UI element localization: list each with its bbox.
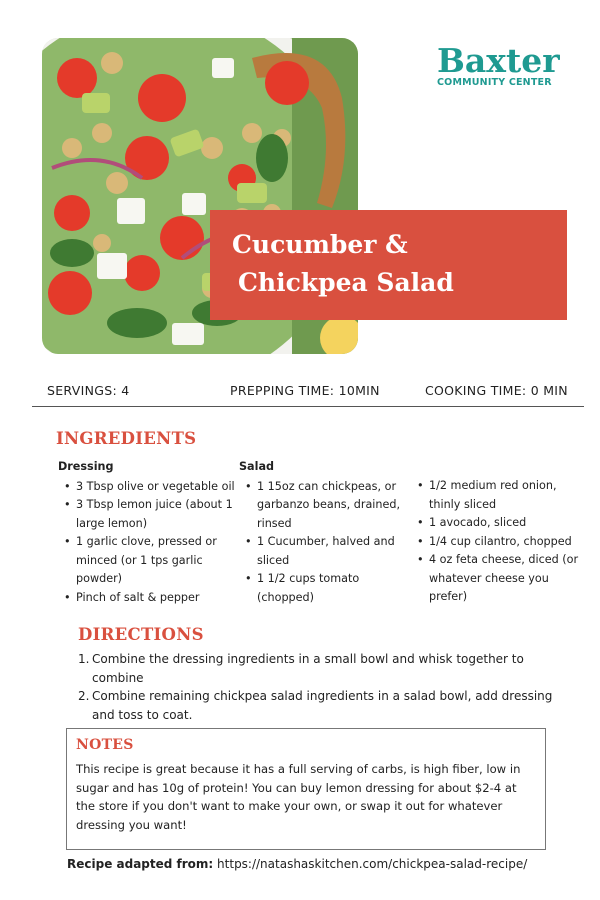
list-item: • 1 Cucumber, halved and sliced xyxy=(239,533,417,570)
step-text: Combine the dressing ingredients in a small bowl and whisk together to combine xyxy=(92,652,524,685)
cook-time: COOKING TIME: 0 MIN xyxy=(425,383,568,398)
list-item: • 4 oz feta cheese, diced (or whatever cheese you prefer) xyxy=(411,551,586,607)
step-text: Combine remaining chickpea salad ingredients in a salad bowl, add dressing and toss to coat. xyxy=(92,689,553,722)
recipe-title-banner xyxy=(210,210,567,320)
logo-name: Baxter xyxy=(437,41,560,80)
salad-list xyxy=(239,478,417,608)
recipe-title-line-2: Chickpea Salad xyxy=(238,268,454,297)
source-label: Recipe adapted from: xyxy=(67,857,214,871)
salad-heading: Salad xyxy=(239,460,274,473)
list-item: • 1 15oz can chickpeas, or garbanzo beans, drained, rinsed xyxy=(239,478,417,534)
step-number: 2. xyxy=(78,689,90,703)
list-item: • 1/4 cup cilantro, chopped xyxy=(411,533,586,552)
source-link[interactable]: https://natashaskitchen.com/chickpea-salad-recipe/ xyxy=(217,857,528,871)
notes-box xyxy=(66,728,546,850)
dressing-column xyxy=(58,458,236,607)
list-item: • Pinch of salt & pepper xyxy=(58,589,236,608)
recipe-meta-row xyxy=(0,383,600,401)
list-item: • 1 avocado, sliced xyxy=(411,514,586,533)
logo-subtitle: COMMUNITY CENTER xyxy=(437,77,552,88)
directions-heading: DIRECTIONS xyxy=(78,625,204,644)
step-number: 1. xyxy=(78,652,90,666)
salad-column-continued xyxy=(411,477,586,607)
ingredients-heading: INGREDIENTS xyxy=(56,429,197,448)
servings: SERVINGS: 4 xyxy=(47,383,130,398)
divider xyxy=(32,406,584,407)
prep-time: PREPPING TIME: 10MIN xyxy=(230,383,380,398)
dressing-heading: Dressing xyxy=(58,460,114,473)
list-item xyxy=(78,687,558,724)
recipe-source xyxy=(67,857,527,871)
list-item: • 1 garlic clove, pressed or minced (or 1 tps garlic powder) xyxy=(58,533,236,589)
directions-list xyxy=(78,650,558,724)
recipe-title-line-1: Cucumber & xyxy=(232,230,408,259)
salad-column xyxy=(239,458,417,607)
salad-list-continued xyxy=(411,477,586,607)
list-item: • 1 1/2 cups tomato (chopped) xyxy=(239,570,417,607)
dressing-list xyxy=(58,478,236,608)
list-item xyxy=(78,650,558,687)
notes-heading: NOTES xyxy=(76,737,134,753)
list-item: • 3 Tbsp olive or vegetable oil xyxy=(58,478,236,497)
list-item: • 1/2 medium red onion, thinly sliced xyxy=(411,477,586,514)
notes-text: This recipe is great because it has a full serving of carbs, is high fiber, low in sugar and has 10g of protein! You can buy lemon dressing for about $2-4 at the store if you don't want to make your own, or swap it out for whatever dressing you want! xyxy=(76,762,521,832)
list-item: • 3 Tbsp lemon juice (about 1 large lemon) xyxy=(58,496,236,533)
brand-logo xyxy=(437,41,577,88)
